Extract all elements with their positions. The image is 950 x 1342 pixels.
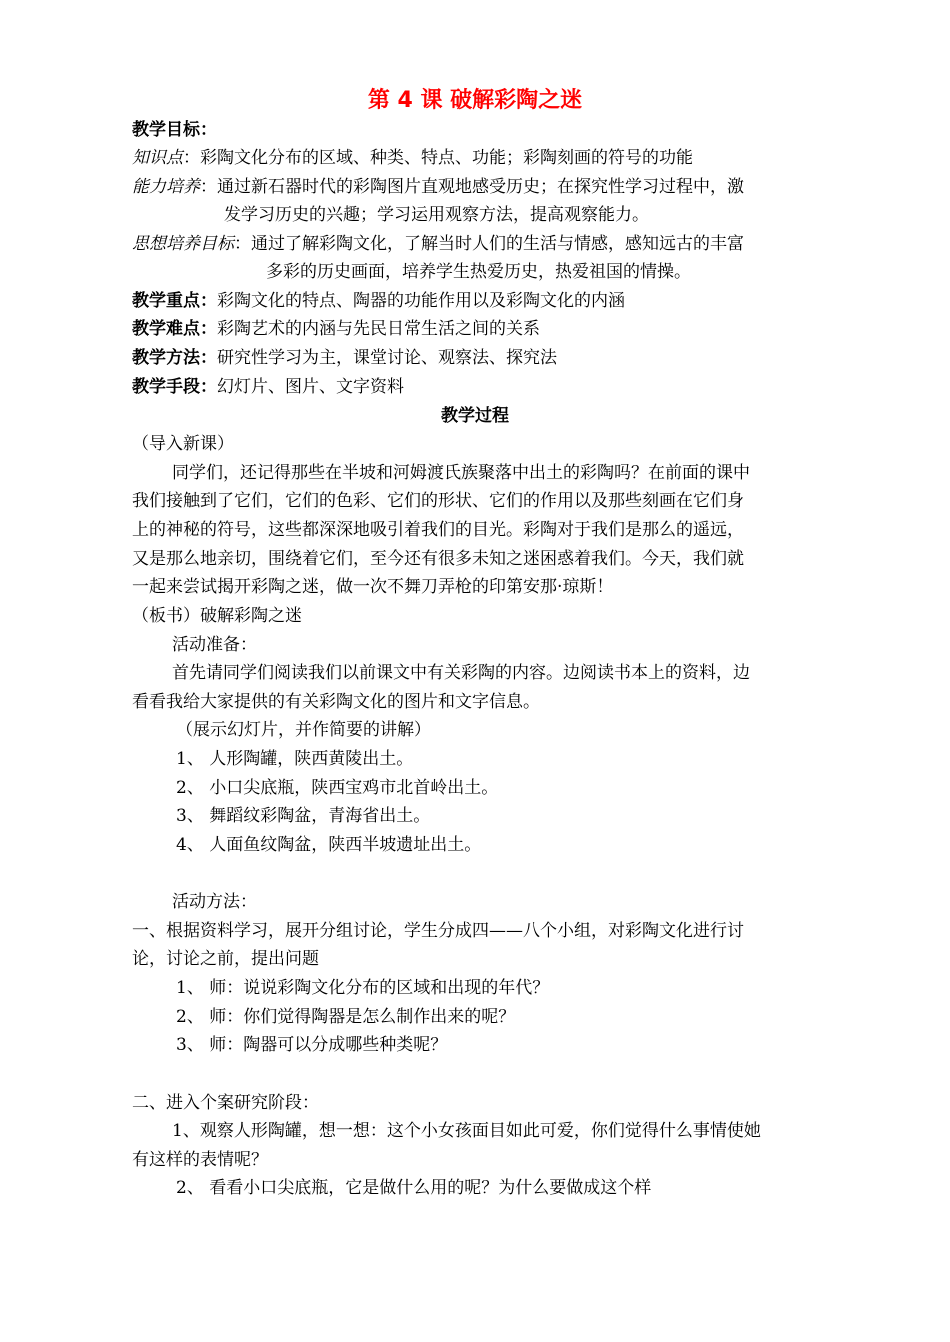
meta-label: 教学手段：	[132, 377, 217, 397]
step2-heading: 二、进入个案研究阶段：	[132, 1093, 319, 1113]
intro-line: 同学们，还记得那些在半坡和河姆渡氏族聚落中出土的彩陶吗？在前面的课中	[172, 463, 750, 483]
meta-means	[132, 376, 404, 398]
ability-label: 能力培养	[132, 177, 200, 197]
step1-line: 一、根据资料学习，展开分组讨论，学生分成四——八个小组，对彩陶文化进行讨	[132, 921, 744, 941]
process-heading: 教学过程	[441, 406, 509, 426]
method-heading: 活动方法：	[172, 892, 257, 912]
objectives-heading: 教学目标：	[132, 120, 217, 140]
knowledge-point	[132, 147, 693, 169]
meta-text: 研究性学习为主，课堂讨论、观察法、探究法	[217, 348, 557, 368]
slide-item: 3、 舞蹈纹彩陶盆，青海省出土。	[176, 806, 431, 826]
meta-difficulties	[132, 318, 540, 340]
thought-line-2: 多彩的历史画面，培养学生热爱历史，热爱祖国的情操。	[266, 262, 691, 282]
page-title: 第 4 课 破解彩陶之迷	[367, 88, 583, 113]
intro-line: 又是那么地亲切，围绕着它们，至今还有很多未知之迷困惑着我们。今天，我们就	[132, 549, 744, 569]
ability-line-2: 发学习历史的兴趣；学习运用观察方法，提高观察能力。	[224, 205, 649, 225]
thought-line-1	[132, 233, 744, 255]
board-note: （板书）破解彩陶之迷	[132, 606, 302, 626]
meta-text: 幻灯片、图片、文字资料	[217, 377, 404, 397]
slide-item: 4、 人面鱼纹陶盆，陕西半坡遗址出土。	[176, 835, 482, 855]
intro-heading: （导入新课）	[132, 434, 234, 454]
question-item: 1、 师：说说彩陶文化分布的区域和出现的年代？	[176, 978, 550, 998]
meta-text: 彩陶文化的特点、陶器的功能作用以及彩陶文化的内涵	[217, 291, 625, 311]
meta-label: 教学难点：	[132, 319, 217, 339]
slides-note: （展示幻灯片，并作简要的讲解）	[176, 720, 431, 740]
prep-line: 看看我给大家提供的有关彩陶文化的图片和文字信息。	[132, 692, 540, 712]
intro-line: 我们接触到了它们，它们的色彩、它们的形状、它们的作用以及那些刻画在它们身	[132, 491, 744, 511]
ability-line-1	[132, 176, 744, 198]
ability-text-1: ：通过新石器时代的彩陶图片直观地感受历史；在探究性学习过程中，激	[200, 177, 744, 197]
meta-methods	[132, 347, 557, 369]
slide-item: 1、 人形陶罐，陕西黄陵出土。	[176, 749, 414, 769]
meta-label: 教学重点：	[132, 291, 217, 311]
meta-key-points	[132, 290, 625, 312]
intro-line: 上的神秘的符号，这些都深深地吸引着我们的目光。彩陶对于我们是那么的遥远，	[132, 520, 744, 540]
intro-line: 一起来尝试揭开彩陶之迷，做一次不舞刀弄枪的印第安那·琼斯！	[132, 577, 614, 597]
thought-text-1: ：通过了解彩陶文化，了解当时人们的生活与情感，感知远古的丰富	[234, 234, 744, 254]
knowledge-text: ：彩陶文化分布的区域、种类、特点、功能；彩陶刻画的符号的功能	[183, 148, 693, 168]
thought-label: 思想培养目标	[132, 234, 234, 254]
slide-item: 2、 小口尖底瓶，陕西宝鸡市北首岭出土。	[176, 778, 499, 798]
meta-text: 彩陶艺术的内涵与先民日常生活之间的关系	[217, 319, 540, 339]
case-line: 有这样的表情呢？	[132, 1150, 268, 1170]
knowledge-label: 知识点	[132, 148, 183, 168]
question-item: 2、 师：你们觉得陶器是怎么制作出来的呢？	[176, 1007, 516, 1027]
case-line: 1、观察人形陶罐，想一想：这个小女孩面目如此可爱，你们觉得什么事情使她	[172, 1121, 761, 1141]
meta-label: 教学方法：	[132, 348, 217, 368]
prep-line: 首先请同学们阅读我们以前课文中有关彩陶的内容。边阅读书本上的资料，边	[172, 663, 750, 683]
step1-line: 论，讨论之前，提出问题	[132, 949, 319, 969]
question-item: 3、 师：陶器可以分成哪些种类呢？	[176, 1035, 448, 1055]
case-line: 2、 看看小口尖底瓶，它是做什么用的呢？为什么要做成这个样	[176, 1178, 652, 1198]
prep-heading: 活动准备：	[172, 635, 257, 655]
